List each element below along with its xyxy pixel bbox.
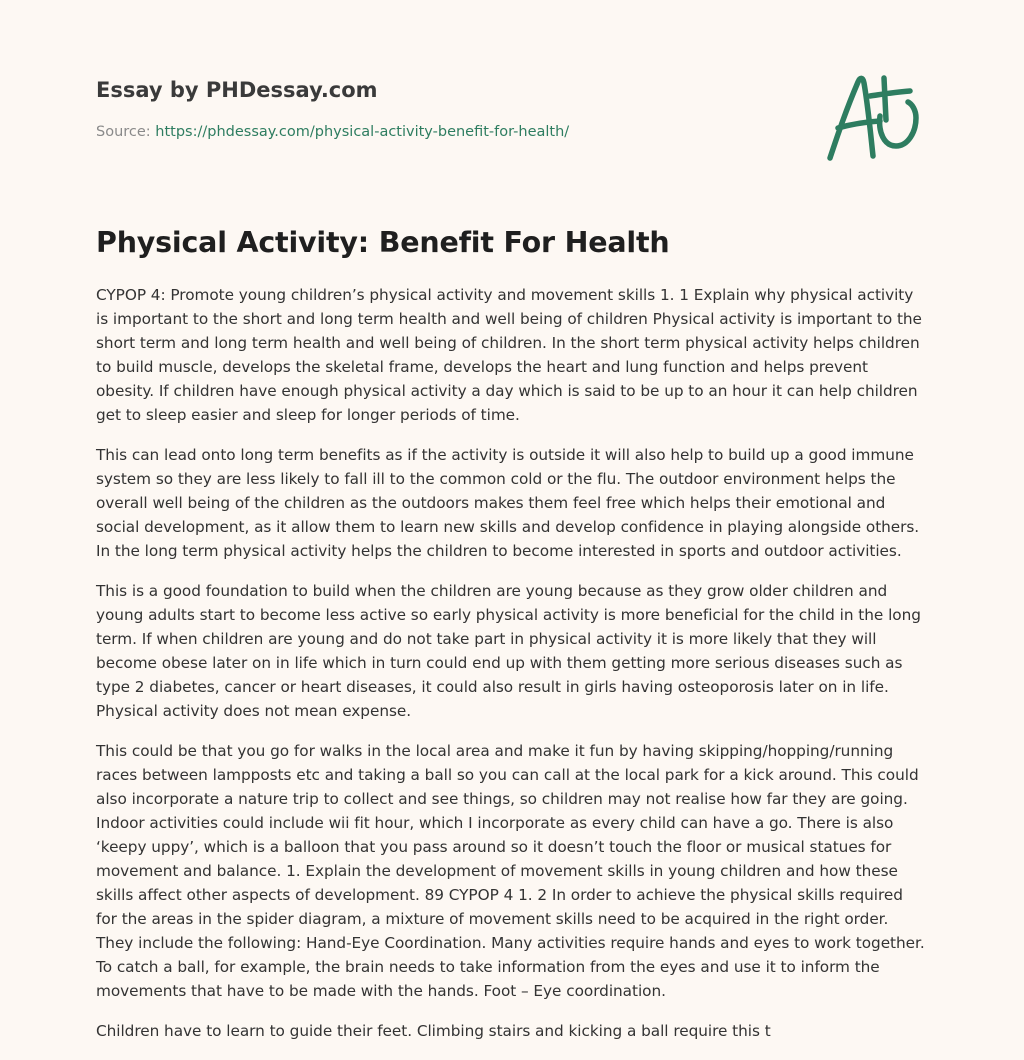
source-link[interactable]: https://phdessay.com/physical-activity-benefit-for-health/ xyxy=(155,124,570,140)
source-label: Source: xyxy=(96,124,151,140)
essay-paragraph: This could be that you go for walks in the local area and make it fun by having skipping/hopping/running races between lampposts etc and taking a ball so you can call at the local park for a kick around. This could also incorporate a nature trip to collect and see things, so children may not realise how far they are going. Indoor activities could include wii fit hour, which I incorporate as every child can have a go. There is also ‘keepy uppy’, which is a balloon that you pass around so it doesn’t touch the floor or musical statues for movement and balance. 1. Explain the development of movement skills in young children and how these skills affect other aspects of development. 89 CYPOP 4 1. 2 In order to achieve the physical skills required for the areas in the spider diagram, a mixture of movement skills need to be acquired in the right order. They include the following: Hand-Eye Coordination. Many activities require hands and eyes to work together. To catch a ball, for example, the brain needs to take information from the eyes and use it to inform the movements that have to be made with the hands. Foot – Eye coordination. xyxy=(96,742,925,1000)
essay-paragraph: CYPOP 4: Promote young children’s physical activity and movement skills 1. 1 Explain why physical activity is important to the short and long term health and well being of children Physical activity is important to the short term and long term health and well being of children. In the short term physical activity helps children to build muscle, develops the skeletal frame, develops the heart and lung function and helps prevent obesity. If children have enough physical activity a day which is said to be up to an hour it can help children get to sleep easier and sleep for longer periods of time. xyxy=(96,286,922,424)
source-line xyxy=(96,124,569,140)
essay-body xyxy=(96,283,928,1059)
site-title: Essay by PHDessay.com xyxy=(96,78,378,102)
a-plus-logo-icon xyxy=(824,66,928,166)
essay-paragraph: Children have to learn to guide their feet. Climbing stairs and kicking a ball require this t xyxy=(96,1022,771,1040)
page-header xyxy=(96,0,928,210)
essay-paragraph: This can lead onto long term benefits as if the activity is outside it will also help to build up a good immune system so they are less likely to fall ill to the common cold or the flu. The outdoor environment helps the overall well being of the children as the outdoors makes them feel free which helps their emotional and social development, as it allow them to learn new skills and develop confidence in playing alongside others. In the long term physical activity helps the children to become interested in sports and outdoor activities. xyxy=(96,446,920,560)
essay-title: Physical Activity: Benefit For Health xyxy=(96,226,670,259)
header xyxy=(96,0,928,210)
essay-paragraph: This is a good foundation to build when the children are young because as they grow older children and young adults start to become less active so early physical activity is more beneficial for the child in the long term. If when children are young and do not take part in physical activity it is more likely that they will become obese later on in life which in turn could end up with them getting more serious diseases such as type 2 diabetes, cancer or heart diseases, it could also result in girls having osteoporosis later on in life. Physical activity does not mean expense. xyxy=(96,582,921,720)
a-plus-logo-icon-svg xyxy=(824,66,928,166)
